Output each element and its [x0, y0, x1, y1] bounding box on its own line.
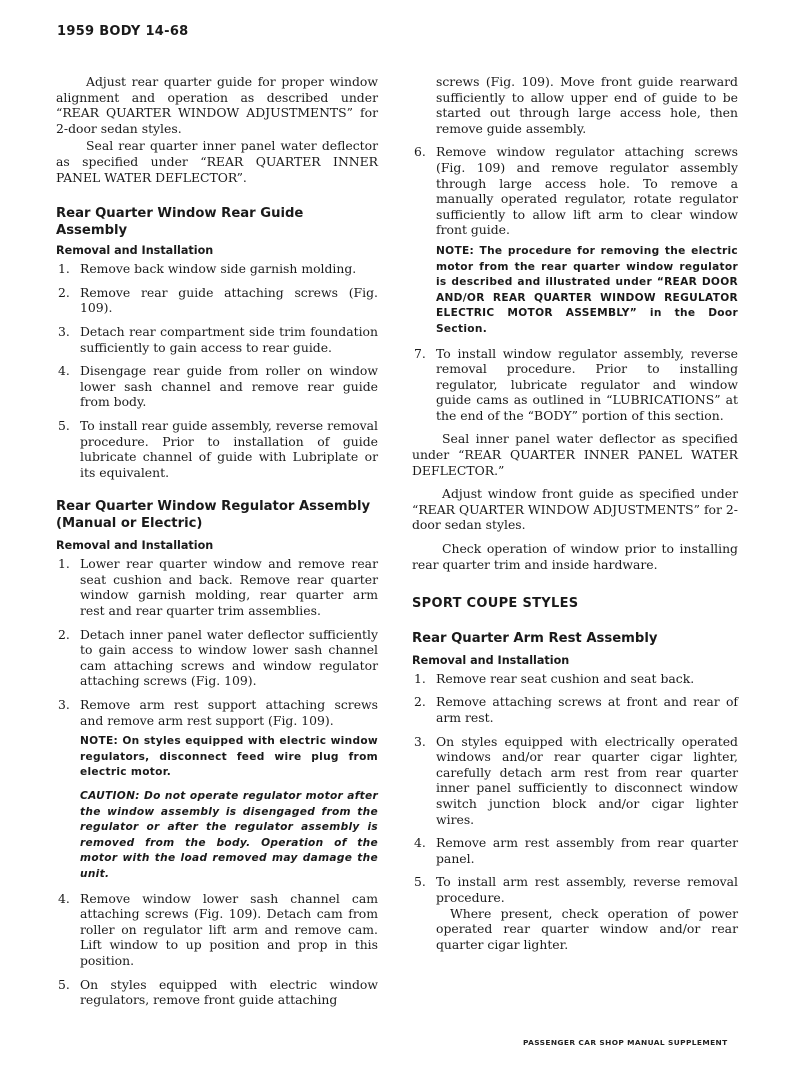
- step-item: [412, 694, 738, 725]
- step-item: [56, 697, 378, 728]
- arm-rest-steps: [412, 671, 738, 906]
- step-text: Remove window regulator attaching screws (Fig. 109) and remove regulator assembly through large access hole. To remove a manually operated regulator, rotate regulator sufficiently to allow lift arm to clear window front guide.: [436, 144, 738, 238]
- step-number: 7.: [414, 345, 426, 361]
- regulator-steps-right-continued: [412, 346, 738, 424]
- step-number: 2.: [414, 694, 426, 710]
- step-text: To install rear guide assembly, reverse removal procedure. Prior to installation of guide lubricate channel of guide with Lubriplate or its equivalent.: [80, 417, 378, 480]
- step-number: 1.: [58, 261, 70, 277]
- step-number: 4.: [58, 363, 70, 379]
- step-item: [56, 556, 378, 618]
- regulator-steps-right: [412, 144, 738, 238]
- step-number: 5.: [58, 976, 70, 992]
- note-electric-motor: NOTE: The procedure for removing the electric motor from the rear quarter window regulator is described and illustrated under “REAR DOOR AND/OR REAR QUARTER WINDOW REGULATOR ELECTRIC MOTOR ASSEMBLY” in the Door Section.: [436, 244, 738, 335]
- step-number: 3.: [58, 323, 70, 339]
- step-number: 6.: [414, 144, 426, 160]
- section-title-sport-coupe: SPORT COUPE STYLES: [412, 596, 579, 612]
- step-item: [412, 835, 738, 866]
- step-text: To install arm rest assembly, reverse removal procedure.: [436, 874, 738, 905]
- step-text: Remove back window side garnish molding.: [80, 261, 357, 277]
- section-title-regulator: [56, 498, 378, 532]
- intro-paragraph: Adjust rear quarter guide for proper window alignment and operation as described under “REAR QUARTER WINDOW ADJUSTMENTS” for 2-door sedan styles.: [56, 74, 378, 136]
- step-number: 4.: [58, 890, 70, 906]
- step-text: Remove arm rest assembly from rear quarter panel.: [436, 835, 738, 866]
- page-footer: PASSENGER CAR SHOP MANUAL SUPPLEMENT: [523, 1038, 728, 1047]
- step-number: 3.: [414, 733, 426, 749]
- step-number: 1.: [414, 670, 426, 686]
- step-item: [412, 346, 738, 424]
- left-column: [56, 74, 378, 1016]
- section-title-rear-guide: Rear Quarter Window Rear Guide Assembly: [56, 206, 304, 239]
- step-number: 4.: [414, 835, 426, 851]
- step-text: Lower rear quarter window and remove rear seat cushion and back. Remove rear quarter window garnish molding, rear quarter arm rest and rear quarter trim assemblies.: [80, 556, 378, 619]
- step-text: To install window regulator assembly, reverse removal procedure. Prior to installing regulator, lubricate regulator and window guide cams as outlined in “LUBRICATIONS” at the end of the “BODY” portion of this section.: [436, 345, 738, 423]
- step-item: [56, 627, 378, 689]
- step-text: Remove attaching screws at front and rear of arm rest.: [436, 694, 738, 725]
- note-electric-regulators: NOTE: On styles equipped with electric window regulators, disconnect feed wire plug from electric motor.: [80, 735, 378, 779]
- step-number: 2.: [58, 284, 70, 300]
- arm-rest-closing: Where present, check operation of power operated rear quarter window and/or rear quarter cigar lighter.: [436, 905, 738, 952]
- step-text: Detach inner panel water deflector sufficiently to gain access to window lower sash channel cam attaching screws and window regulator attaching screws (Fig. 109).: [80, 626, 378, 689]
- step-text: Remove window lower sash channel cam attaching screws (Fig. 109). Detach cam from roller on regulator lift arm and remove cam. Lift window to up position and prop in this position.: [80, 890, 378, 968]
- step-number: 5.: [414, 874, 426, 890]
- step-number: 3.: [58, 697, 70, 713]
- step-item: [56, 285, 378, 316]
- step-item: [56, 418, 378, 480]
- closing-paragraph: Seal inner panel water deflector as specified under “REAR QUARTER INNER PANEL WATER DEFLECTOR.”: [412, 431, 738, 478]
- subtitle-removal-installation: Removal and Installation: [56, 244, 214, 258]
- step-number: 1.: [58, 556, 70, 572]
- subtitle-removal-installation: Removal and Installation: [412, 653, 570, 667]
- step-item: [56, 324, 378, 355]
- step-item: [412, 144, 738, 238]
- subtitle-removal-installation: Removal and Installation: [56, 539, 214, 553]
- closing-paragraph: Adjust window front guide as specified under “REAR QUARTER WINDOW ADJUSTMENTS” for 2-door sedan styles.: [412, 486, 738, 533]
- step-text: Remove rear seat cushion and seat back.: [436, 670, 695, 686]
- step5-continued: screws (Fig. 109). Move front guide rearward sufficiently to allow upper end of guide to be started out through large access hole, then remove guide assembly.: [436, 74, 738, 136]
- step-item: [412, 671, 738, 687]
- page-header: 1959 BODY 14-68: [57, 24, 189, 39]
- regulator-title-line1: Rear Quarter Window Regulator Assembly: [56, 499, 371, 515]
- step-item: [412, 734, 738, 828]
- step-item: [412, 874, 738, 905]
- step-number: 5.: [58, 417, 70, 433]
- regulator-steps: [56, 556, 378, 728]
- step-text: Detach rear compartment side trim foundation sufficiently to gain access to rear guide.: [80, 323, 378, 355]
- section-title-arm-rest: Rear Quarter Arm Rest Assembly: [412, 630, 658, 646]
- caution-regulator-motor: CAUTION: Do not operate regulator motor after the window assembly is disengaged from the regulator or after the regulator assembly is removed from the body. Operation of the motor with the load removed may damage the unit.: [80, 790, 378, 880]
- regulator-title-line2: (Manual or Electric): [56, 516, 203, 532]
- step-number: 2.: [58, 626, 70, 642]
- step-item: [56, 891, 378, 969]
- step-text: Remove rear guide attaching screws (Fig. 109).: [80, 284, 378, 316]
- step-item: [56, 261, 378, 277]
- step-text: On styles equipped with electrically operated windows and/or rear quarter cigar lighter, carefully detach arm rest from rear quarter inner panel sufficiently to disconnect window switch junction block and/or cigar lighter wires.: [436, 733, 738, 827]
- step-text: Remove arm rest support attaching screws and remove arm rest support (Fig. 109).: [80, 697, 378, 728]
- step-text: Disengage rear guide from roller on window lower sash channel and remove rear guide from body.: [80, 363, 378, 410]
- closing-paragraph: Check operation of window prior to installing rear quarter trim and inside hardware.: [412, 541, 738, 572]
- rear-guide-steps: [56, 261, 378, 480]
- step-item: [56, 363, 378, 410]
- regulator-steps-continued: [56, 891, 378, 1008]
- intro-paragraph: Seal rear quarter inner panel water deflector as specified under “REAR QUARTER INNER PANEL WATER DEFLECTOR”.: [56, 138, 378, 185]
- right-column: [412, 74, 738, 954]
- step-text: On styles equipped with electric window regulators, remove front guide attaching: [80, 976, 378, 1008]
- step-item: [56, 977, 378, 1008]
